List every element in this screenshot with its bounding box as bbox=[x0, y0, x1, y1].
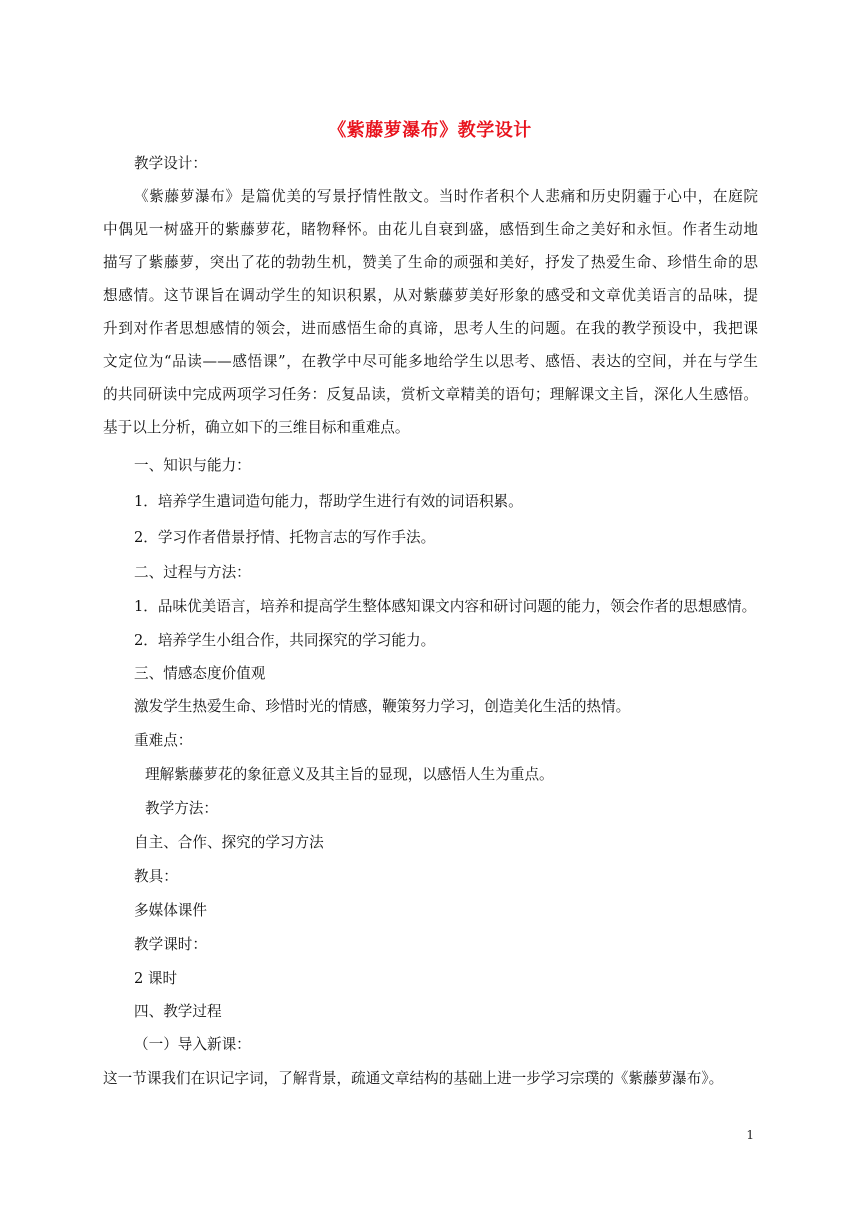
emotion-text: 激发学生热爱生命、珍惜时光的情感，鞭策努力学习，创造美化生活的热情。 bbox=[134, 698, 631, 715]
key-heading: 重难点： bbox=[134, 732, 193, 749]
knowledge-heading: 一、知识与能力： bbox=[134, 457, 251, 474]
paragraph-line: 的共同研读中完成两项学习任务：反复品读，赏析文章精美的语句；理解课文主旨，深化人生感悟。 bbox=[103, 386, 758, 403]
process-item-2: 2．培养学生小组合作，共同探究的学习能力。 bbox=[134, 632, 436, 649]
intro-new-heading: （一）导入新课： bbox=[134, 1036, 251, 1053]
document-title: 《紫藤萝瀑布》教学设计 bbox=[328, 120, 532, 141]
intro-new-text: 这一节课我们在识记字词，了解背景，疏通文章结构的基础上进一步学习宗璞的《紫藤萝瀑布》。 bbox=[103, 1070, 724, 1087]
method-text: 自主、合作、探究的学习方法 bbox=[134, 834, 324, 851]
hours-text: 2 课时 bbox=[134, 970, 178, 987]
paragraph-line: 基于以上分析，确立如下的三维目标和重难点。 bbox=[103, 419, 410, 436]
paragraph-line: 想感情。这节课旨在调动学生的知识积累，从对紫藤萝美好形象的感受和文章优美语言的品味，提 bbox=[103, 287, 758, 304]
method-heading: 教学方法： bbox=[145, 800, 218, 817]
paragraph-line: 《紫藤萝瀑布》是篇优美的写景抒情性散文。当时作者积个人悲痛和历史阴霾于心中，在庭院 bbox=[134, 188, 758, 205]
knowledge-item-2: 2．学习作者借景抒情、托物言志的写作手法。 bbox=[134, 529, 436, 546]
paragraph-line: 升到对作者思想感情的领会，进而感悟生命的真谛，思考人生的问题。在我的教学预设中，我把课 bbox=[103, 320, 758, 337]
intro-heading: 教学设计： bbox=[134, 155, 207, 172]
page-number: 1 bbox=[746, 1128, 754, 1142]
paragraph-line: 描写了紫藤萝，突出了花的勃勃生机，赞美了生命的顽强和美好，抒发了热爱生命、珍惜生命的思 bbox=[103, 254, 758, 271]
paragraph-line: 文定位为“品读——感悟课”，在教学中尽可能多地给学生以思考、感悟、表达的空间，并在与学生 bbox=[103, 353, 758, 370]
process4-heading: 四、教学过程 bbox=[134, 1003, 222, 1020]
process-item-1: 1．品味优美语言，培养和提高学生整体感知课文内容和研讨问题的能力，领会作者的思想感情。 bbox=[134, 598, 757, 615]
hours-heading: 教学课时： bbox=[134, 936, 207, 953]
tools-heading: 教具： bbox=[134, 868, 178, 885]
knowledge-item-1: 1．培养学生遣词造句能力，帮助学生进行有效的词语积累。 bbox=[134, 493, 523, 510]
tools-text: 多媒体课件 bbox=[134, 902, 207, 919]
paragraph-line: 中偶见一树盛开的紫藤萝花，睹物释怀。由花儿自衰到盛，感悟到生命之美好和永恒。作者生动地 bbox=[103, 221, 758, 238]
key-text: 理解紫藤萝花的象征意义及其主旨的显现，以感悟人生为重点。 bbox=[145, 766, 554, 783]
process-heading: 二、过程与方法： bbox=[134, 564, 251, 581]
emotion-heading: 三、情感态度价值观 bbox=[134, 665, 266, 682]
